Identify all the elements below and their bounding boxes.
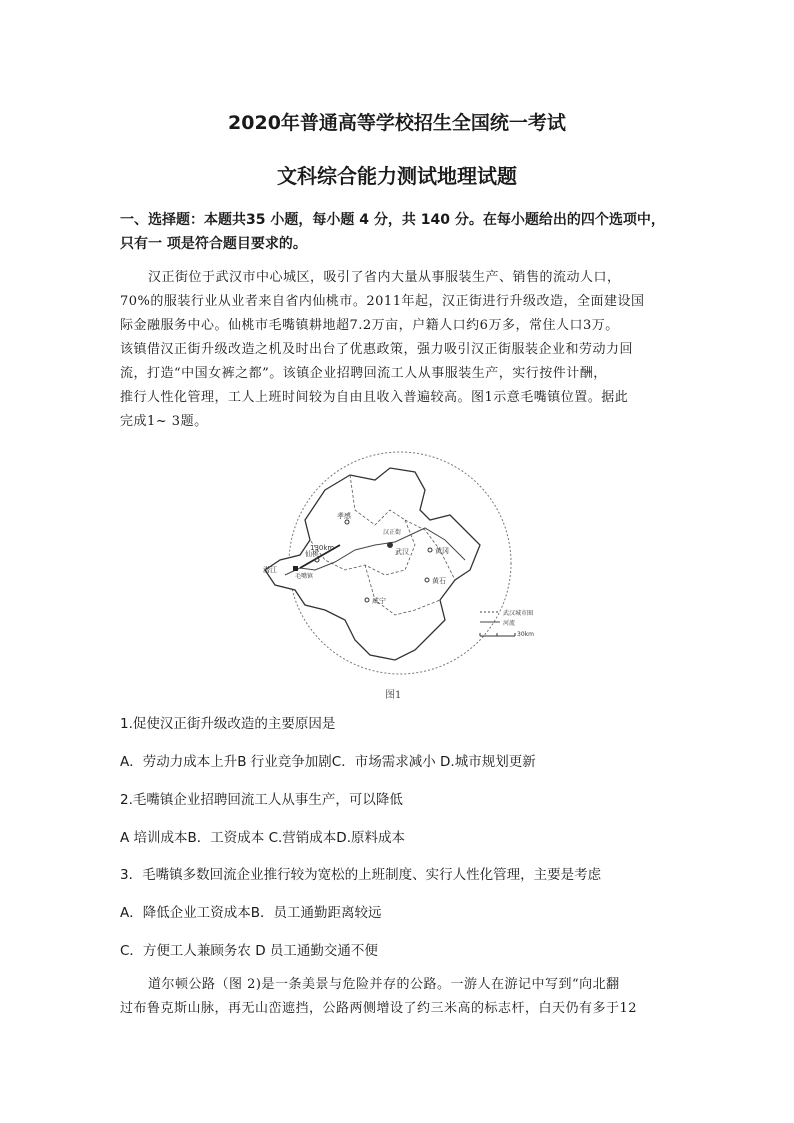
- passage-1-line: 流，打造“中国女裤之都”。该镇企业招聘回流工人从事服装生产，实行按件计酬，: [120, 366, 607, 381]
- passage-1-line: 70%的服装行业从业者来自省内仙桃市。2011年起，汉正街进行升级改造，全面建设国: [120, 294, 645, 309]
- label-xianning: 咸宁: [372, 597, 386, 605]
- maozui-marker: [293, 566, 298, 571]
- question-1: 1.促使汉正街升级改造的主要原因是: [120, 716, 336, 732]
- question-2: 2.毛嘴镇企业招聘回流工人从事生产，可以降低: [120, 792, 403, 808]
- figure-caption: 图1: [385, 690, 402, 701]
- question-3: 3．毛嘴镇多数回流企业推行较为宽松的上班制度、实行人性化管理，主要是考虑: [120, 867, 602, 883]
- label-xiaogan: 孝感: [337, 512, 351, 520]
- label-qianjiang: 潜江: [263, 566, 277, 574]
- exam-subtitle: 文科综合能力测试地理试题: [277, 164, 517, 188]
- passage-1: [120, 266, 680, 434]
- passage-2: [120, 973, 680, 1021]
- passage-2-line: 过布鲁克斯山脉，再无山峦遮挡，公路两侧增设了约三米高的标志杆，白天仍有多于12: [120, 1001, 638, 1016]
- question-3-options-cd: C．方便工人兼顾务农 D 员工通勤交通不便: [120, 943, 378, 959]
- label-hanzheng: 汉正街: [383, 529, 402, 536]
- passage-1-line: 完成1~ 3题。: [120, 414, 208, 429]
- label-huanggang: 黄冈: [435, 547, 449, 555]
- label-xiantao: 仙桃: [305, 550, 319, 558]
- section-heading-line-2: 只有一 项是符合题目要求的。: [120, 236, 307, 252]
- legend-road-label: 河流: [503, 620, 516, 627]
- section-heading-line-1: 一、选择题：本题共35 小题，每小题 4 分，共 140 分。在每小题给出的四个选项中，: [120, 212, 665, 228]
- passage-2-line: 道尔顿公路（图 2)是一条美景与危险并存的公路。一游人在游记中写到“向北翻: [148, 977, 620, 992]
- legend-boundary-label: 武汉城市圈: [503, 610, 534, 617]
- exam-title: 2020年普通高等学校招生全国统一考试: [228, 112, 566, 134]
- question-2-options: A 培训成本B．工资成本 C.营销成本D.原料成本: [120, 830, 405, 846]
- figure-1-map: [255, 450, 545, 680]
- section-heading: [120, 208, 680, 256]
- city-marker: [387, 542, 393, 548]
- passage-1-line: 推行人性化管理，工人上班时间较为自由且收入普遍较高。图1示意毛嘴镇位置。据此: [120, 390, 629, 405]
- scale-label: 30km: [517, 631, 534, 638]
- passage-1-line: 该镇借汉正街升级改造之机及时出台了优惠政策，强力吸引汉正街服装企业和劳动力回: [120, 342, 634, 357]
- region-outline: [265, 468, 480, 660]
- question-3-options-ab: A．降低企业工资成本B．员工通勤距离较远: [120, 905, 382, 921]
- label-distance: 130km: [310, 544, 335, 552]
- passage-1-line: 际金融服务中心。仙桃市毛嘴镇耕地超7.2万亩，户籍人口约6万多，常住人口3万。: [120, 318, 619, 333]
- label-wuhan: 武汉: [395, 548, 409, 556]
- question-1-options: A．劳动力成本上升B 行业竞争加剧C．市场需求减小 D.城市规划更新: [120, 754, 536, 770]
- label-maozui: 毛嘴镇: [295, 573, 314, 580]
- label-huangshi: 黄石: [432, 577, 446, 585]
- passage-1-line: 汉正街位于武汉市中心城区，吸引了省内大量从事服装生产、销售的流动人口，: [148, 270, 621, 285]
